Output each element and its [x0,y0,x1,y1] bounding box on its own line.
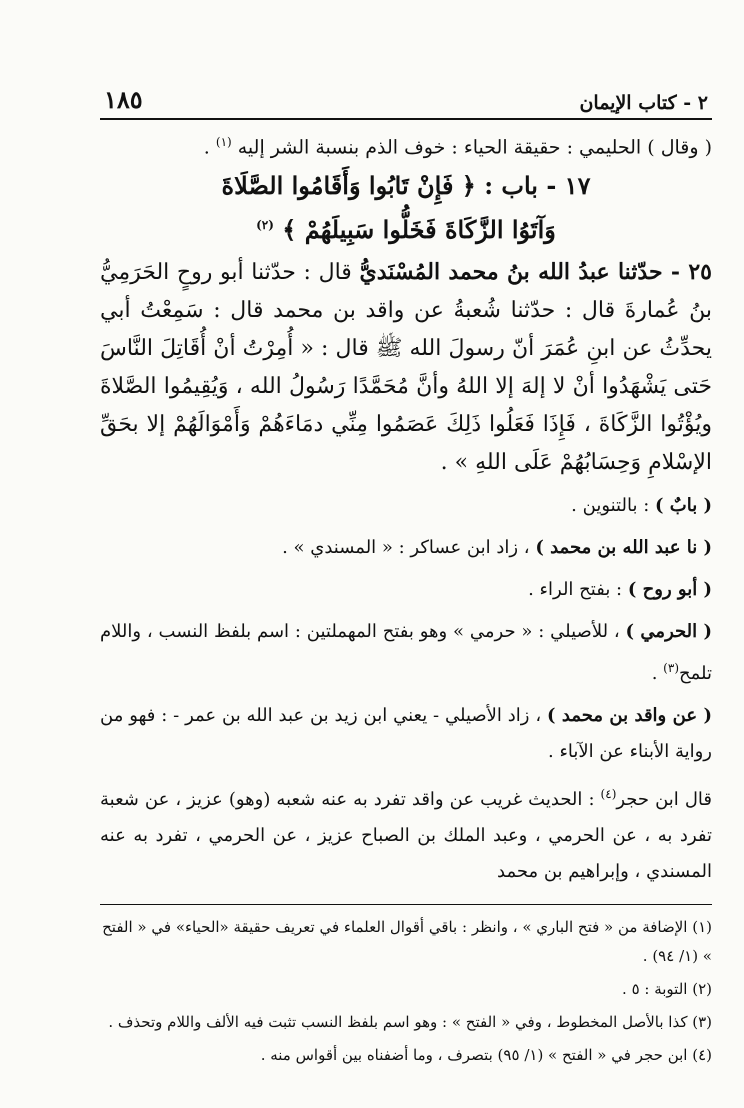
comment-4-term: ( الحرمي ) [625,621,712,643]
comment-1 [100,488,712,524]
comment-5-term: ( عن واقد بن محمد ) [546,705,712,727]
page [100,80,712,1074]
comment-4 [100,614,712,692]
comment-4-tail: . [651,663,664,685]
chapter-heading-line1: ١٧ - باب : ﴿ فَإِنْ تَابُوا وَأَقَامُوا الصَّلَاةَ [221,171,591,201]
comment-2-text: ، زاد ابن عساكر : « المسندي » . [282,537,536,559]
intro-line [100,126,712,164]
footnote-ref-1: (١) [215,135,232,149]
hadith-lead: ٢٥ - حدّثنا عبدُ الله بنُ محمد المُسْنَديُّ [359,259,712,286]
comment-5 [100,698,712,770]
chapter-heading-line2: وَآتَوُا الزَّكَاةَ فَخَلُّوا سَبِيلَهُمْ ﴾ [282,215,556,245]
intro-period: . [203,136,210,159]
main-text [100,126,712,890]
chapter-heading-2 [100,206,712,249]
hadith-body: قال : حدّثنا أبو روحٍ الحَرَمِيُّ بنُ عُمارةَ قال : حدّثنا شُعبةُ عن واقد بن محمد قال : سَمِعْتُ أبي يحدِّثُ عن ابنِ عُمَرَ أنّ رسولَ الله ﷺ قال : « أُمِرْتُ أنْ أُقَاتِلَ النَّاسَ حَتى يَشْهَدُوا أنْ لا إلهَ إلا اللهُ وأنَّ مُحَمَّدًا رَسُولُ الله ، وَيُقِيمُوا الصَّلاةَ ويُؤْتُوا الزَّكَاةَ ، فَإِذَا فَعَلُوا ذَلِكَ عَصَمُوا مِنِّي دمَاءَهُمْ وَأَمْوَالَهُمْ إلا بحَقِّ الإسْلامِ وَحِسَابُهُمْ عَلَى اللهِ » . [100,260,712,476]
comment-2 [100,530,712,566]
comment-5-text: ، زاد الأصيلي - يعني ابن زيد بن عبد الله بن عمر - : فهو من رواية الأبناء عن الآباء . [100,705,712,763]
comment-6-tail: : الحديث غريب عن واقد تفرد به عنه شعبه (وهو) عزيز ، عن شعبة تفرد به ، عن الحرمي ، وعبد الملك بن الصباح عزيز ، عن الحرمي ، تفرد به عنه المسندي ، وإبراهيم بن محمد [100,789,712,883]
chapter-heading [100,166,712,206]
footnote-3: (٣) كذا بالأصل المخطوط ، وفي « الفتح » : وهو اسم بلفظ النسب تثبت فيه الألف واللام وتحذف . [108,1013,712,1032]
comment-6 [100,776,712,890]
hadith-text [100,253,712,482]
intro-text: ( وقال ) الحليمي : حقيقة الحياء : خوف الذم بنسبة الشر إليه [237,136,712,159]
footnote-4: (٤) ابن حجر في « الفتح » (١/ ٩٥) بتصرف ، وما أضفناه بين أقواس منه . [260,1046,712,1065]
footnote-ref-3: (٣) [663,661,679,676]
comment-2-term: ( نا عبد الله بن محمد ) [535,537,712,559]
comment-3-term: ( أبو روح ) [627,579,712,601]
footnote-ref-4: (٤) [600,787,617,802]
footnote-1: (١) الإضافة من « فتح الباري » ، وانظر : باقي أقوال العلماء في تعريف حقيقة «الحياء» في « الفتح » (١/ ٩٤) . [102,918,712,966]
chapter-title: ٢ - كتاب الإيمان [579,92,708,114]
footnote-2: (٢) التوبة : ٥ . [622,980,712,999]
comment-4-text: ، للأصيلي : « حرمي » وهو بفتح المهملتين : اسم بلفظ النسب ، واللام تلمح [100,621,712,685]
footnote-ref-2: (٢) [256,218,274,233]
comment-1-term: ( بابٌ ) [654,495,712,517]
running-head [100,80,712,120]
footnotes [100,905,712,1070]
comment-3 [100,572,712,608]
comment-6-text: قال ابن حجر [616,789,712,811]
comment-3-text: : بفتح الراء . [528,579,628,601]
comment-1-text: : بالتنوين . [571,495,655,517]
page-number: ١٨٥ [104,85,143,114]
